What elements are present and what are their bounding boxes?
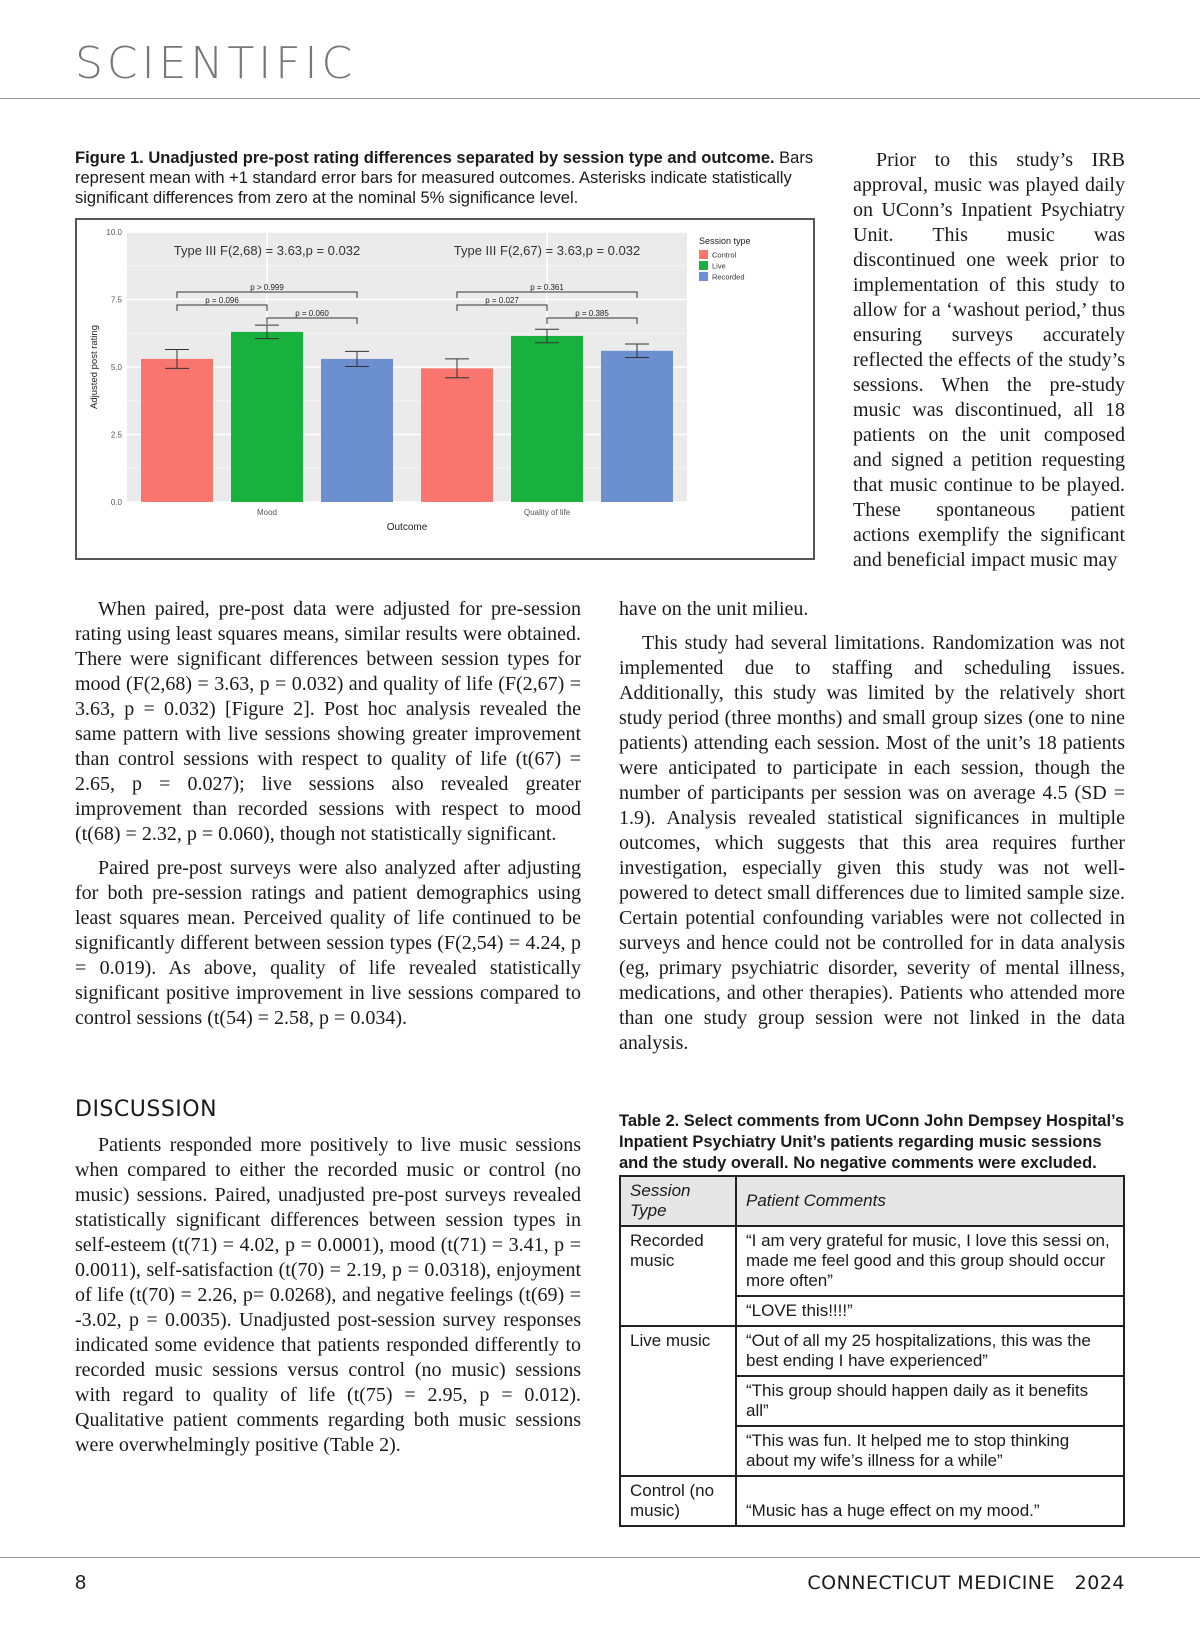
y-axis-label: Adjusted post rating [89,325,100,409]
legend-title: Session type [699,236,751,246]
table-row [620,1476,1124,1526]
bar-control [141,359,213,502]
left-column-results [75,597,581,1040]
header-patient-comments: Patient Comments [736,1176,1124,1226]
table-caption: Table 2. Select comments from UConn John Dempsey Hospital’s Inpatient Psychiatry Unit’s patients regarding music sessions and the study overall. No negative comments were excluded. [619,1112,1125,1172]
session-recorded: Recorded music [620,1226,736,1326]
left-column-discussion [75,1133,581,1467]
paragraph-continued: have on the unit milieu. [619,598,809,620]
bar-chart [77,220,813,558]
paragraph-discussion: Patients responded more positively to live music sessions when compared to either the recorded music or control (no music) sessions. Paired, unadjusted pre-post surveys revealed statistically significant differences between session types in self-esteem (t(71) = 4.02, p = 0.0001), mood (t(71) = 3.41, p = 0.0011), self-satisfaction (t(70) = 2.19, p = 0.0318), enjoyment of life (t(70) = 2.26, p= 0.0268), and negative feelings (t(69) = -3.02, p = 0.0035). Unadjusted post-session survey responses indicated some evidence that patients responded differently to recorded music sessions versus control (no music) sessions with regard to quality of life (t(75) = 2.95, p = 0.012). Qualitative patient comments regarding both music sessions were overwhelmingly positive (Table 2). [75,1134,581,1456]
y-tick-label: 10.0 [106,228,122,237]
session-live: Live music [620,1326,736,1476]
comparison-p-value: p = 0.027 [485,296,519,305]
paragraph-limitations: This study had several limitations. Randomization was not implemented due to staffing and scheduling issues. Additionally, this study was limited by the relatively short study period (three months) and small group sizes (one to nine patients) attending each session. Most of the unit’s 18 patients were anticipated to participate in each session, though the number of participants per session was on average 4.5 (SD = 1.9). Analysis revealed statistical significances in multiple outcomes, which suggests that this area requires further investigation, especially given this study was not well-powered to detect small differences due to limited sample size. Certain potential confounding variables were not collected in surveys and hence could not be controlled for in data analysis (eg, primary psychiatric disorder, severity of mental illness, medications, and other therapies). Patients who attended more than one study group session were not linked in the data analysis. [619,632,1125,1054]
discussion-heading: DISCUSSION [75,1097,218,1122]
right-column-main [619,597,1125,1065]
legend-swatch [699,250,708,259]
bar-live [231,332,303,502]
page-number: 8 [75,1572,87,1594]
comments-table [619,1175,1125,1527]
session-control: Control (no music) [620,1476,736,1526]
y-tick-label: 7.5 [110,295,122,305]
comparison-p-value: p > 0.999 [250,283,284,292]
x-axis-label: Outcome [386,522,428,533]
section-header: SCIENTIFIC [75,38,357,89]
comment-cell: “LOVE this!!!!” [736,1296,1124,1326]
legend-swatch [699,272,708,281]
footer-rule [0,1557,1200,1558]
table-header-row [620,1176,1124,1226]
comment-cell: “This group should happen daily as it benefits all” [736,1376,1124,1426]
comment-cell: “Music has a huge effect on my mood.” [736,1476,1124,1526]
table-row [620,1326,1124,1376]
figure-caption-body: Bars represent mean with +1 standard error bars for measured outcomes. Asterisks indicate statistically significant differences from zero at the nominal 5% significance level. [75,149,814,207]
y-tick-label: 2.5 [110,430,122,440]
legend-label: Recorded [712,272,745,282]
comparison-p-value: p = 0.096 [205,296,239,305]
bar-control [421,368,493,502]
header-rule [0,98,1200,99]
journal-name: CONNECTICUT MEDICINE 2024 [807,1572,1125,1594]
header-session-type: Session Type [620,1176,736,1226]
figure-caption [75,148,820,208]
paragraph-demographics: Paired pre-post surveys were also analyzed after adjusting for both pre-session ratings and patient demographics using least squares mean. Perceived quality of life continued to be significantly different between session types (F(2,54) = 4.24, p = 0.019). As above, quality of life revealed statistically significant positive improvement in live sessions compared to control sessions (t(54) = 2.58, p = 0.034). [75,857,581,1029]
comment-cell: “This was fun. It helped me to stop thinking about my wife’s illness for a while” [736,1426,1124,1476]
figure-1-chart [75,218,815,560]
legend-label: Live [712,261,726,271]
y-tick-label: 5.0 [110,363,122,372]
anova-annotation: Type III F(2,68) = 3.63,p = 0.032 [173,243,361,258]
right-column-top [853,148,1125,573]
x-tick-label: Mood [256,508,278,517]
comment-cell: “I am very grateful for music, I love this sessi on, made me feel good and this group should occur more often” [736,1226,1124,1296]
legend-label: Control [712,250,737,260]
comparison-p-value: p = 0.060 [295,309,329,318]
bar-live [511,336,583,502]
figure-caption-title: Figure 1. Unadjusted pre-post rating differences separated by session type and outcome. [75,149,775,167]
comparison-p-value: p = 0.361 [530,283,564,292]
bar-recorded [601,351,673,502]
paragraph-washout: Prior to this study’s IRB approval, music was played daily on UConn’s Inpatient Psychiatry Unit. This music was discontinued one week prior to implementation of this study to allow for a ‘washout period,’ thus ensuring surveys accurately reflected the effects of the study’s sessions. When the pre-study music was discontinued, all 18 patients on the unit composed and signed a petition requesting that music continue to be played. These spontaneous patient actions exemplify the significant and beneficial impact music may [853,149,1125,571]
y-tick-label: 0.0 [110,498,122,507]
comparison-p-value: p = 0.385 [575,309,609,318]
legend-swatch [699,261,708,270]
bar-recorded [321,359,393,502]
table-row [620,1226,1124,1296]
paragraph-adjusted-results: When paired, pre-post data were adjusted for pre-session rating using least squares means, similar results were obtained. There were significant differences between session types for mood (F(2,68) = 3.63, p = 0.032) and quality of life (F(2,67) = 3.63, p = 0.032) [Figure 2]. Post hoc analysis revealed the same pattern with live sessions showing greater improvement than control sessions with respect to quality of life (t(67) = 2.65, p = 0.027); live sessions also revealed greater improvement than recorded sessions with respect to mood (t(68) = 2.32, p = 0.060), though not statistically significant. [75,598,581,845]
comment-cell: “Out of all my 25 hospitalizations, this was the best ending I have experienced” [736,1326,1124,1376]
x-tick-label: Quality of life [523,508,571,517]
anova-annotation: Type III F(2,67) = 3.63,p = 0.032 [453,243,641,258]
